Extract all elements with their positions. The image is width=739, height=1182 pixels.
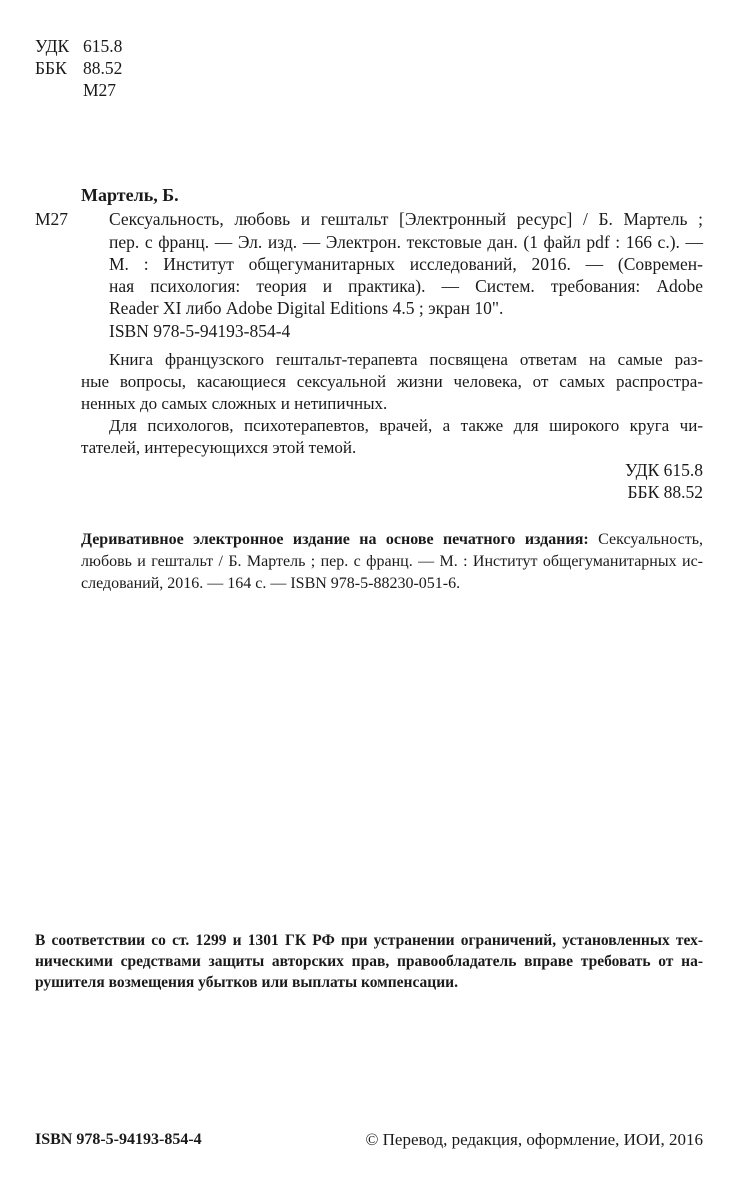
description-line-1: Сексуальность, любовь и гештальт [Электронный ресурс] / Б. Мартель ; bbox=[109, 209, 703, 229]
description-line-2: пер. с франц. — Эл. изд. — Электрон. текстовые дан. (1 файл pdf : 166 с.). — bbox=[109, 232, 703, 252]
bbk-top bbox=[35, 57, 122, 79]
legal-notice-line-2: ническими средствами защиты авторских прав, правообладатель вправе требовать от на- bbox=[35, 953, 703, 970]
author-mark-top bbox=[35, 79, 116, 101]
bbk-bottom: ББК 88.52 bbox=[627, 482, 703, 502]
udk-top-value: 615.8 bbox=[83, 36, 123, 56]
derivative-line-1 bbox=[81, 529, 703, 550]
derivative-line-3: следований, 2016. — 164 с. — ISBN 978-5-88230-051-6. bbox=[81, 575, 461, 592]
udk-top bbox=[35, 35, 122, 57]
footer-copyright: © Перевод, редакция, оформление, ИОИ, 2016 bbox=[365, 1130, 703, 1149]
footer-isbn: ISBN 978-5-94193-854-4 bbox=[35, 1131, 202, 1148]
isbn-main: ISBN 978-5-94193-854-4 bbox=[109, 321, 291, 341]
derivative-lead: Деривативное электронное издание на основе печатного издания: bbox=[81, 531, 589, 548]
derivative-line-1-rest: Сексуальность, bbox=[588, 531, 703, 548]
annotation-line-3: ненных до самых сложных и нетипичных. bbox=[81, 394, 388, 413]
legal-notice-line-1: В соответствии со ст. 1299 и 1301 ГК РФ при устранении ограничений, установленных тех- bbox=[35, 932, 703, 949]
annotation-line-1: Книга французского гештальт-терапевта посвящена ответам на самые раз- bbox=[109, 350, 703, 369]
annotation-line-5: тателей, интересующихся этой темой. bbox=[81, 438, 357, 457]
description-line-5: Reader XI либо Adobe Digital Editions 4.5 ; экран 10". bbox=[109, 298, 504, 318]
legal-notice-line-3: рушителя возмещения убытков или выплаты компенсации. bbox=[35, 974, 458, 991]
bbk-top-code: ББК bbox=[35, 58, 67, 78]
derivative-line-2: любовь и гештальт / Б. Мартель ; пер. с франц. — М. : Институт общегуманитарных ис- bbox=[81, 553, 703, 570]
description-line-4: ная психология: теория и практика). — Систем. требования: Adobe bbox=[109, 276, 703, 296]
udk-top-code: УДК bbox=[35, 36, 70, 56]
author-mark-top-value: М27 bbox=[83, 80, 117, 100]
bbk-top-value: 88.52 bbox=[83, 58, 123, 78]
udk-bottom: УДК 615.8 bbox=[625, 460, 703, 480]
annotation-line-2: ные вопросы, касающиеся сексуальной жизни человека, от самых распростра- bbox=[81, 372, 703, 391]
author-heading: Мартель, Б. bbox=[81, 185, 179, 205]
author-mark: М27 bbox=[35, 209, 69, 229]
annotation-line-4: Для психологов, психотерапевтов, врачей, а также для широкого круга чи- bbox=[109, 416, 703, 435]
description-line-3: М. : Институт общегуманитарных исследований, 2016. — (Современ- bbox=[109, 254, 703, 274]
